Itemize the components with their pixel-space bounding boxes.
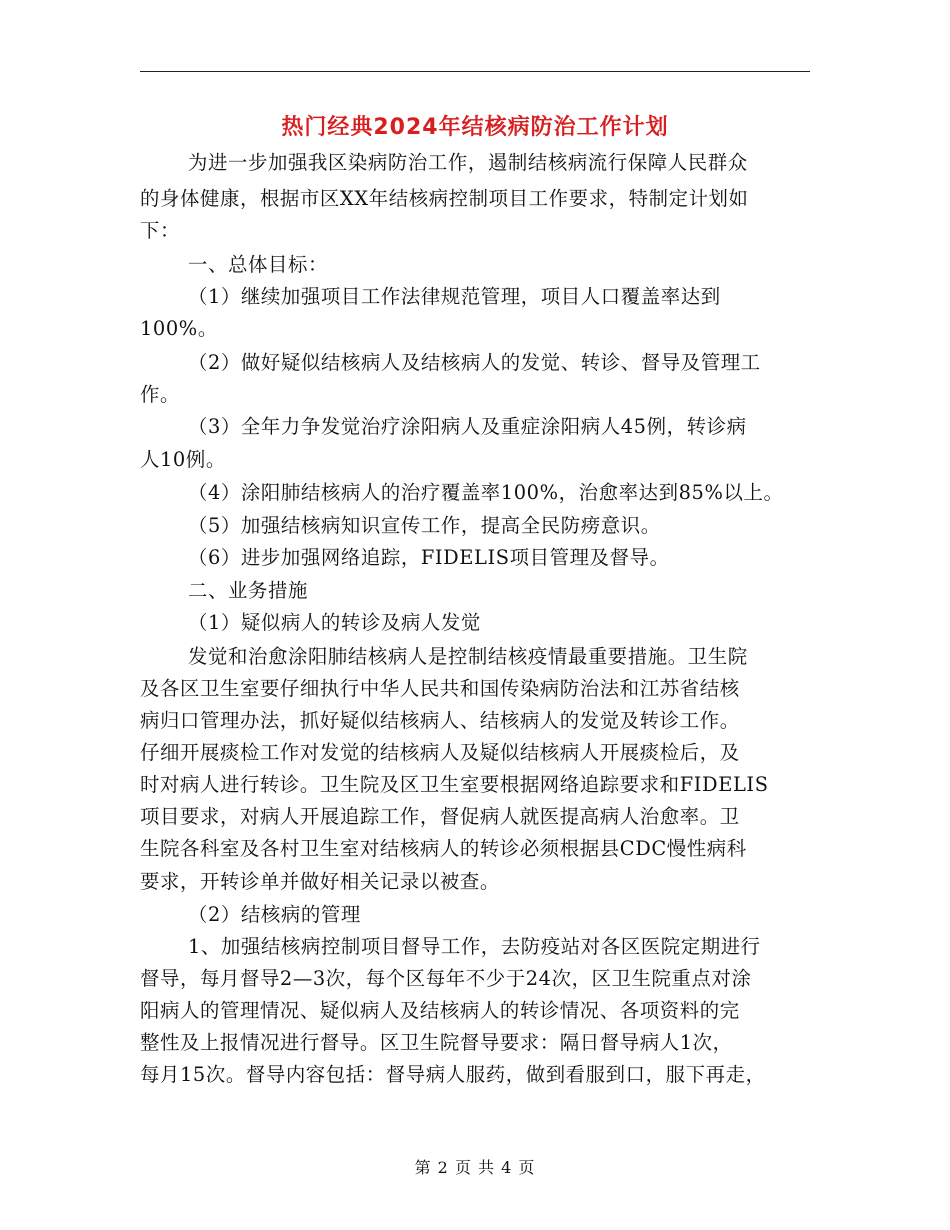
body-line: 阳病人的管理情况、疑似病人及结核病人的转诊情况、各项资料的完 (140, 999, 740, 1022)
body-line: 下： (140, 219, 180, 242)
subsection-heading: （1）疑似病人的转诊及病人发觉 (188, 611, 481, 634)
body-line: 仔细开展痰检工作对发觉的结核病人及疑似结核病人开展痰检后，及 (140, 741, 740, 764)
body-line: 人10例。 (140, 448, 226, 471)
body-line: （3）全年力争发觉治疗涂阳病人及重症涂阳病人45例，转诊病 (188, 415, 747, 438)
body-line: 督导，每月督导2—3次，每个区每年不少于24次，区卫生院重点对涂 (140, 967, 752, 990)
body-line: 为进一步加强我区染病防治工作，遏制结核病流行保障人民群众 (188, 151, 748, 174)
page-footer: 第 2 页 共 4 页 (414, 1158, 536, 1177)
body-line: 及各区卫生室要仔细执行中华人民共和国传染病防治法和江苏省结核 (140, 677, 740, 700)
body-line: 每月15次。督导内容包括：督导病人服药，做到看服到口，服下再走， (140, 1063, 766, 1086)
body-line: （2）做好疑似结核病人及结核病人的发觉、转诊、督导及管理工 (188, 351, 761, 374)
body-line: （5）加强结核病知识宣传工作，提高全民防痨意识。 (188, 514, 661, 537)
header-rule (140, 71, 810, 72)
section-heading: 二、业务措施 (188, 579, 308, 602)
body-line: 病归口管理办法，抓好疑似结核病人、结核病人的发觉及转诊工作。 (140, 709, 740, 732)
body-line: 1、加强结核病控制项目督导工作，去防疫站对各区医院定期进行 (188, 935, 761, 958)
section-heading: 一、总体目标： (188, 253, 328, 276)
body-line: 要求，开转诊单并做好相关记录以被查。 (140, 870, 500, 893)
body-line: 生院各科室及各村卫生室对结核病人的转诊必须根据县CDC慢性病科 (140, 837, 747, 860)
body-line: 项目要求，对病人开展追踪工作，督促病人就医提高病人治愈率。卫 (140, 805, 740, 828)
body-line: 时对病人进行转诊。卫生院及区卫生室要根据网络追踪要求和FIDELIS (140, 773, 769, 796)
body-line: 的身体健康，根据市区XX年结核病控制项目工作要求，特制定计划如 (140, 187, 749, 210)
body-line: （4）涂阳肺结核病人的治疗覆盖率100%，治愈率达到85%以上。 (188, 481, 784, 504)
document-title: 热门经典2024年结核病防治工作计划 (281, 115, 669, 140)
body-line: （6）进步加强网络追踪，FIDELIS项目管理及督导。 (188, 546, 670, 569)
body-line: 发觉和治愈涂阳肺结核病人是控制结核疫情最重要措施。卫生院 (188, 645, 748, 668)
body-line: 100%。 (140, 317, 218, 340)
body-line: 作。 (140, 383, 180, 406)
body-line: （1）继续加强项目工作法律规范管理，项目人口覆盖率达到 (188, 285, 721, 308)
body-line: 整性及上报情况进行督导。区卫生院督导要求：隔日督导病人1次， (140, 1031, 733, 1054)
subsection-heading: （2）结核病的管理 (188, 903, 361, 926)
